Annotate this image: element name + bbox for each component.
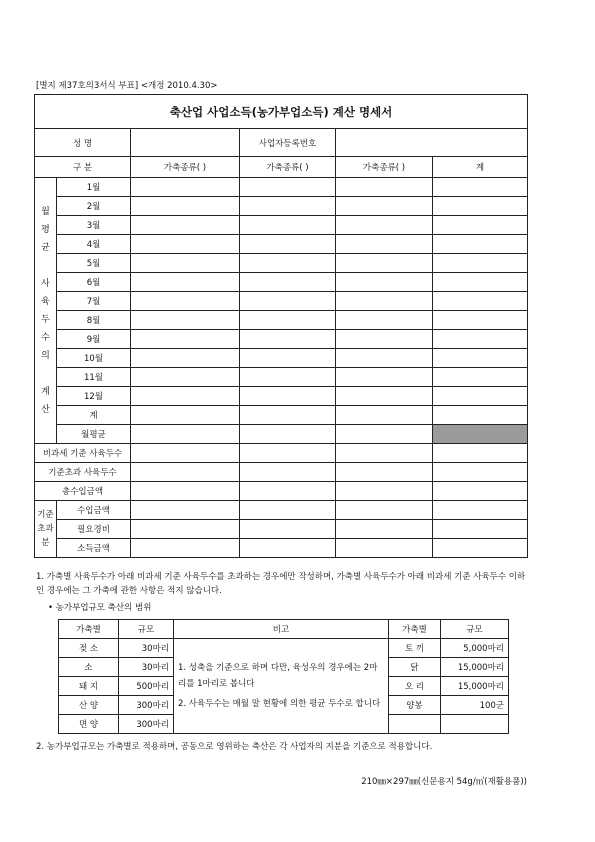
form-title: 축산업 사업소득(농가부업소득) 계산 명세서	[35, 95, 528, 129]
total-header: 계	[433, 157, 528, 178]
livestock-type-header-1: 가축종류( )	[131, 157, 240, 178]
vertical-label-char: 균	[41, 242, 50, 253]
necessary-expense-label: 필요경비	[57, 520, 131, 539]
vertical-label-char: 평	[41, 224, 50, 235]
vertical-label-char: 계	[41, 386, 50, 397]
month-label: 6월	[57, 273, 131, 292]
scale-cell: 15,000마리	[441, 658, 509, 677]
month-label: 9월	[57, 330, 131, 349]
vertical-label-char: 사	[41, 278, 50, 289]
month-label: 7월	[57, 292, 131, 311]
month-label: 8월	[57, 311, 131, 330]
statement-table	[34, 94, 528, 558]
month-label: 1월	[57, 178, 131, 197]
remarks-cell: 1. 성축을 기준으로 하며 다만, 육성우의 경우에는 2마리를 1마리로 봅니다 2. 사육두수는 매월 말 현황에 의한 평균 두수로 합니다	[174, 639, 389, 734]
vertical-label-char: 육	[41, 296, 50, 307]
paper-spec: 210㎜×297㎜(신문용지 54g/㎡(재활용품))	[361, 777, 527, 787]
scale-range-bullet: • 농가부업규모 축산의 범위	[48, 603, 152, 613]
bizno-field[interactable]	[336, 129, 528, 157]
month-label: 12월	[57, 387, 131, 406]
month-label: 11월	[57, 368, 131, 387]
vertical-label-char: 산	[41, 404, 50, 415]
vertical-label-char: 의	[41, 350, 50, 361]
income-amount-label: 수입금액	[57, 501, 131, 520]
exceed-standard-label: 기준초과 사육두수	[35, 463, 131, 482]
month-label: 2월	[57, 197, 131, 216]
form-reference: [별지 제37호의3서식 부표] <개정 2010.4.30>	[36, 81, 218, 91]
non-taxable-standard-label: 비과세 기준 사육두수	[35, 444, 131, 463]
scale-cell: 500마리	[119, 677, 174, 696]
scale-range-table	[58, 619, 509, 734]
monthly-average-label: 월평균	[57, 425, 131, 444]
livestock-type-header-3: 가축종류( )	[336, 157, 433, 178]
empty-cell	[441, 715, 509, 734]
animal-cell: 오 리	[389, 677, 441, 696]
animal-cell: 면 양	[59, 715, 119, 734]
animal-cell: 돼 지	[59, 677, 119, 696]
total-income-label: 총수입금액	[35, 482, 131, 501]
animal-cell: 토 끼	[389, 639, 441, 658]
scale-header: 규모	[441, 620, 509, 639]
scale-cell: 30마리	[119, 639, 174, 658]
vertical-label-char	[35, 257, 56, 275]
bizno-label: 사업자등록번호	[240, 129, 336, 157]
vertical-label-char: 두	[41, 314, 50, 325]
vertical-label-char	[35, 365, 56, 383]
vertical-label-char: 월	[41, 206, 50, 217]
animal-header: 가축별	[389, 620, 441, 639]
animal-cell: 양봉	[389, 696, 441, 715]
livestock-type-header-2: 가축종류( )	[240, 157, 336, 178]
scale-header: 규모	[119, 620, 174, 639]
scale-cell: 300마리	[119, 715, 174, 734]
exceed-portion-label: 기준 초과 분	[35, 501, 57, 558]
animal-cell: 산 양	[59, 696, 119, 715]
month-label: 4월	[57, 235, 131, 254]
category-header: 구 분	[35, 157, 131, 178]
note-1: 1. 가축별 사육두수가 아래 비과세 기준 사육두수를 초과하는 경우에만 작성하며, 가축별 사육두수가 아래 비과세 기준 사육두수 이하인 경우에는 그 가축에 관한 사항은 적지 않습니다.	[36, 572, 526, 596]
scale-cell: 5,000마리	[441, 639, 509, 658]
scale-cell: 15,000마리	[441, 677, 509, 696]
animal-header: 가축별	[59, 620, 119, 639]
scale-cell: 100군	[441, 696, 509, 715]
income-total-label: 소득금액	[57, 539, 131, 558]
animal-cell: 소	[59, 658, 119, 677]
animal-cell: 닭	[389, 658, 441, 677]
animal-cell: 젖 소	[59, 639, 119, 658]
scale-cell: 30마리	[119, 658, 174, 677]
month-label: 3월	[57, 216, 131, 235]
empty-cell	[389, 715, 441, 734]
remarks-header: 비고	[174, 620, 389, 639]
note-2: 2. 농가부업규모는 가축별로 적용하며, 공동으로 영위하는 축산은 각 사업자의 지분을 기준으로 적용합니다.	[36, 742, 433, 752]
name-label: 성 명	[35, 129, 131, 157]
vertical-label-char: 수	[41, 332, 50, 343]
month-label: 10월	[57, 349, 131, 368]
name-field[interactable]	[131, 129, 240, 157]
monthly-average-calc-label	[35, 178, 57, 444]
month-label: 5월	[57, 254, 131, 273]
shaded-cell	[433, 425, 528, 444]
scale-cell: 300마리	[119, 696, 174, 715]
month-sum-label: 계	[57, 406, 131, 425]
